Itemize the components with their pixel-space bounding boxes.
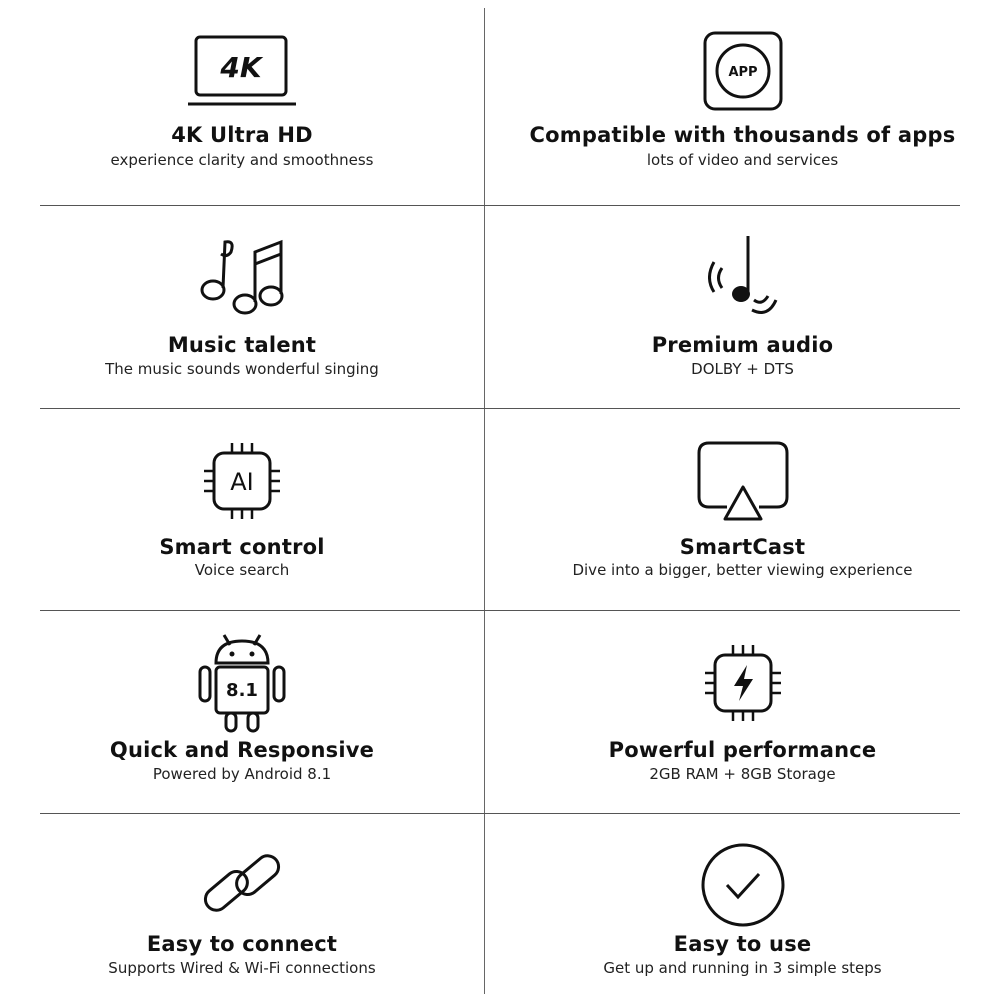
- app-icon: [703, 31, 783, 111]
- lightning-chip-icon: [703, 643, 783, 723]
- feature-4k-ultra-hd: [0, 0, 484, 205]
- laptop-4k-icon: [186, 34, 298, 108]
- feature-title: SmartCast: [679, 535, 806, 559]
- feature-subtitle: lots of video and services: [646, 151, 839, 169]
- feature-subtitle: Dive into a bigger, better viewing experience: [572, 561, 913, 579]
- feature-subtitle: 2GB RAM + 8GB Storage: [649, 765, 836, 783]
- feature-subtitle: Get up and running in 3 simple steps: [603, 959, 882, 977]
- feature-subtitle: Powered by Android 8.1: [152, 765, 332, 783]
- link-icon: [197, 848, 287, 918]
- feature-subtitle: experience clarity and smoothness: [110, 151, 374, 169]
- ai-chip-icon: [202, 441, 282, 521]
- feature-title: Premium audio: [651, 333, 834, 357]
- feature-title: Easy to connect: [146, 932, 338, 956]
- feature-smartcast: [485, 409, 1000, 610]
- ai-chip-label: AI: [230, 468, 254, 496]
- feature-title: Quick and Responsive: [109, 738, 375, 762]
- feature-title: Smart control: [159, 535, 325, 559]
- feature-subtitle: DOLBY + DTS: [691, 360, 794, 378]
- feature-compatible-apps: [485, 0, 1000, 205]
- feature-easy-use: [485, 814, 1000, 1000]
- app-icon-label: APP: [727, 65, 758, 80]
- feature-subtitle: The music sounds wonderful singing: [105, 360, 379, 378]
- feature-title: Music talent: [167, 333, 317, 357]
- android-icon: [196, 631, 288, 735]
- music-notes-icon: [199, 236, 285, 322]
- feature-quick-responsive: [0, 611, 484, 813]
- feature-subtitle: Supports Wired & Wi-Fi connections: [108, 959, 376, 977]
- feature-title: Powerful performance: [608, 738, 877, 762]
- audio-note-icon: [708, 234, 778, 322]
- feature-title: Easy to use: [673, 932, 812, 956]
- feature-subtitle: Voice search: [194, 561, 290, 579]
- feature-easy-connect: [0, 814, 484, 1000]
- feature-title: Compatible with thousands of apps: [529, 123, 956, 147]
- feature-premium-audio: [485, 206, 1000, 408]
- cast-icon: [695, 441, 791, 523]
- feature-music-talent: [0, 206, 484, 408]
- check-circle-icon: [700, 842, 786, 928]
- android-version-label: 8.1: [226, 680, 258, 701]
- feature-smart-control: [0, 409, 484, 610]
- feature-title: 4K Ultra HD: [171, 123, 313, 147]
- feature-powerful-performance: [485, 611, 1000, 813]
- laptop-4k-label: 4K: [220, 51, 262, 84]
